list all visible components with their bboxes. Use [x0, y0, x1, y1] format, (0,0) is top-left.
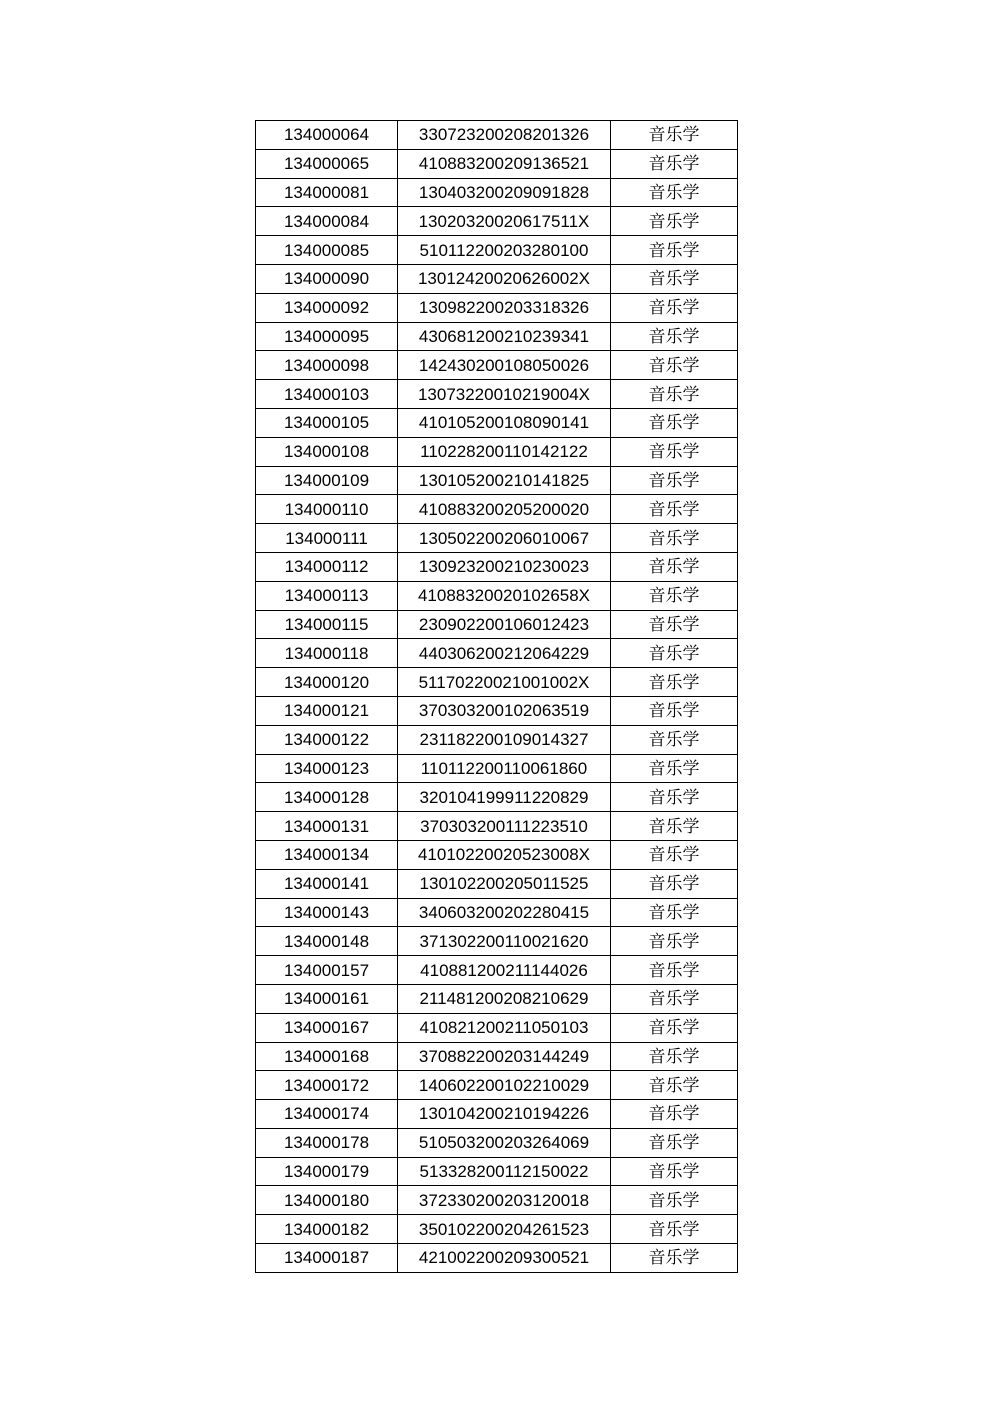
exam-number-cell: 134000172 — [256, 1071, 398, 1100]
major-cell: 音乐学 — [611, 840, 738, 869]
exam-number-cell: 134000121 — [256, 696, 398, 725]
exam-number-cell: 134000092 — [256, 293, 398, 322]
major-cell: 音乐学 — [611, 408, 738, 437]
major-cell: 音乐学 — [611, 812, 738, 841]
exam-number-cell: 134000113 — [256, 581, 398, 610]
table-row — [256, 725, 738, 754]
exam-number-cell: 134000167 — [256, 1013, 398, 1042]
major-cell: 音乐学 — [611, 869, 738, 898]
id-number-cell: 13073220010219004X — [398, 380, 611, 409]
table-row — [256, 293, 738, 322]
id-number-cell: 41088320020102658X — [398, 581, 611, 610]
table-row — [256, 1215, 738, 1244]
id-number-cell: 51170220021001002X — [398, 668, 611, 697]
table-row — [256, 408, 738, 437]
table-row — [256, 927, 738, 956]
table-row — [256, 322, 738, 351]
table-row — [256, 552, 738, 581]
id-number-cell: 140602200102210029 — [398, 1071, 611, 1100]
exam-number-cell: 134000168 — [256, 1042, 398, 1071]
exam-number-cell: 134000085 — [256, 236, 398, 265]
major-cell: 音乐学 — [611, 754, 738, 783]
exam-number-cell: 134000134 — [256, 840, 398, 869]
table-row — [256, 1157, 738, 1186]
id-number-cell: 130923200210230023 — [398, 552, 611, 581]
id-number-cell: 231182200109014327 — [398, 725, 611, 754]
major-cell: 音乐学 — [611, 207, 738, 236]
table-row — [256, 437, 738, 466]
table-row — [256, 581, 738, 610]
table-row — [256, 236, 738, 265]
table-row — [256, 121, 738, 150]
major-cell: 音乐学 — [611, 121, 738, 150]
major-cell: 音乐学 — [611, 322, 738, 351]
exam-number-cell: 134000118 — [256, 639, 398, 668]
exam-number-cell: 134000123 — [256, 754, 398, 783]
exam-number-cell: 134000128 — [256, 783, 398, 812]
major-cell: 音乐学 — [611, 524, 738, 553]
table-row — [256, 466, 738, 495]
table-row — [256, 207, 738, 236]
id-number-cell: 421002200209300521 — [398, 1244, 611, 1273]
major-cell: 音乐学 — [611, 1100, 738, 1129]
id-number-cell: 350102200204261523 — [398, 1215, 611, 1244]
major-cell: 音乐学 — [611, 495, 738, 524]
exam-number-cell: 134000111 — [256, 524, 398, 553]
table-row — [256, 668, 738, 697]
exam-number-cell: 134000064 — [256, 121, 398, 150]
major-cell: 音乐学 — [611, 668, 738, 697]
exam-number-cell: 134000095 — [256, 322, 398, 351]
exam-number-cell: 134000182 — [256, 1215, 398, 1244]
major-cell: 音乐学 — [611, 1128, 738, 1157]
id-number-cell: 410105200108090141 — [398, 408, 611, 437]
exam-number-cell: 134000115 — [256, 610, 398, 639]
id-number-cell: 410883200209136521 — [398, 149, 611, 178]
exam-number-cell: 134000105 — [256, 408, 398, 437]
exam-number-cell: 134000090 — [256, 264, 398, 293]
id-number-cell: 340603200202280415 — [398, 898, 611, 927]
id-number-cell: 370303200111223510 — [398, 812, 611, 841]
table-row — [256, 956, 738, 985]
exam-number-cell: 134000109 — [256, 466, 398, 495]
id-number-cell: 130403200209091828 — [398, 178, 611, 207]
major-cell: 音乐学 — [611, 581, 738, 610]
id-number-cell: 130104200210194226 — [398, 1100, 611, 1129]
exam-number-cell: 134000143 — [256, 898, 398, 927]
major-cell: 音乐学 — [611, 149, 738, 178]
id-number-cell: 130982200203318326 — [398, 293, 611, 322]
exam-number-cell: 134000081 — [256, 178, 398, 207]
roster-table — [255, 120, 738, 1273]
id-number-cell: 440306200212064229 — [398, 639, 611, 668]
table-row — [256, 1244, 738, 1273]
exam-number-cell: 134000178 — [256, 1128, 398, 1157]
id-number-cell: 110112200110061860 — [398, 754, 611, 783]
table-row — [256, 1071, 738, 1100]
table-row — [256, 610, 738, 639]
id-number-cell: 410821200211050103 — [398, 1013, 611, 1042]
major-cell: 音乐学 — [611, 178, 738, 207]
major-cell: 音乐学 — [611, 1186, 738, 1215]
table-row — [256, 380, 738, 409]
id-number-cell: 371302200110021620 — [398, 927, 611, 956]
table-row — [256, 1042, 738, 1071]
major-cell: 音乐学 — [611, 293, 738, 322]
id-number-cell: 370882200203144249 — [398, 1042, 611, 1071]
exam-number-cell: 134000108 — [256, 437, 398, 466]
id-number-cell: 13020320020617511X — [398, 207, 611, 236]
table-row — [256, 264, 738, 293]
table-row — [256, 524, 738, 553]
table-row — [256, 639, 738, 668]
id-number-cell: 513328200112150022 — [398, 1157, 611, 1186]
exam-number-cell: 134000148 — [256, 927, 398, 956]
id-number-cell: 330723200208201326 — [398, 121, 611, 150]
exam-number-cell: 134000157 — [256, 956, 398, 985]
exam-number-cell: 134000141 — [256, 869, 398, 898]
table-row — [256, 351, 738, 380]
major-cell: 音乐学 — [611, 696, 738, 725]
table-row — [256, 1186, 738, 1215]
major-cell: 音乐学 — [611, 610, 738, 639]
table-row — [256, 1100, 738, 1129]
major-cell: 音乐学 — [611, 437, 738, 466]
id-number-cell: 110228200110142122 — [398, 437, 611, 466]
major-cell: 音乐学 — [611, 552, 738, 581]
major-cell: 音乐学 — [611, 351, 738, 380]
table-row — [256, 696, 738, 725]
exam-number-cell: 134000174 — [256, 1100, 398, 1129]
major-cell: 音乐学 — [611, 264, 738, 293]
major-cell: 音乐学 — [611, 1157, 738, 1186]
major-cell: 音乐学 — [611, 783, 738, 812]
major-cell: 音乐学 — [611, 639, 738, 668]
exam-number-cell: 134000103 — [256, 380, 398, 409]
table-row — [256, 812, 738, 841]
id-number-cell: 130105200210141825 — [398, 466, 611, 495]
exam-number-cell: 134000161 — [256, 984, 398, 1013]
major-cell: 音乐学 — [611, 927, 738, 956]
id-number-cell: 410883200205200020 — [398, 495, 611, 524]
table-row — [256, 178, 738, 207]
table-row — [256, 1013, 738, 1042]
exam-number-cell: 134000187 — [256, 1244, 398, 1273]
major-cell: 音乐学 — [611, 236, 738, 265]
id-number-cell: 320104199911220829 — [398, 783, 611, 812]
exam-number-cell: 134000112 — [256, 552, 398, 581]
exam-number-cell: 134000122 — [256, 725, 398, 754]
table-row — [256, 754, 738, 783]
table-row — [256, 898, 738, 927]
major-cell: 音乐学 — [611, 956, 738, 985]
major-cell: 音乐学 — [611, 1215, 738, 1244]
table-row — [256, 984, 738, 1013]
id-number-cell: 211481200208210629 — [398, 984, 611, 1013]
id-number-cell: 372330200203120018 — [398, 1186, 611, 1215]
exam-number-cell: 134000131 — [256, 812, 398, 841]
id-number-cell: 510503200203264069 — [398, 1128, 611, 1157]
exam-number-cell: 134000180 — [256, 1186, 398, 1215]
id-number-cell: 370303200102063519 — [398, 696, 611, 725]
table-row — [256, 783, 738, 812]
major-cell: 音乐学 — [611, 1244, 738, 1273]
id-number-cell: 430681200210239341 — [398, 322, 611, 351]
table-row — [256, 1128, 738, 1157]
major-cell: 音乐学 — [611, 380, 738, 409]
id-number-cell: 410881200211144026 — [398, 956, 611, 985]
id-number-cell: 230902200106012423 — [398, 610, 611, 639]
id-number-cell: 130102200205011525 — [398, 869, 611, 898]
table-row — [256, 149, 738, 178]
table-row — [256, 495, 738, 524]
major-cell: 音乐学 — [611, 1071, 738, 1100]
major-cell: 音乐学 — [611, 725, 738, 754]
id-number-cell: 510112200203280100 — [398, 236, 611, 265]
major-cell: 音乐学 — [611, 898, 738, 927]
exam-number-cell: 134000065 — [256, 149, 398, 178]
major-cell: 音乐学 — [611, 466, 738, 495]
id-number-cell: 130502200206010067 — [398, 524, 611, 553]
table-row — [256, 840, 738, 869]
major-cell: 音乐学 — [611, 1013, 738, 1042]
table-row — [256, 869, 738, 898]
id-number-cell: 142430200108050026 — [398, 351, 611, 380]
exam-number-cell: 134000120 — [256, 668, 398, 697]
major-cell: 音乐学 — [611, 1042, 738, 1071]
roster-table-body — [256, 121, 738, 1273]
exam-number-cell: 134000084 — [256, 207, 398, 236]
exam-number-cell: 134000098 — [256, 351, 398, 380]
exam-number-cell: 134000179 — [256, 1157, 398, 1186]
major-cell: 音乐学 — [611, 984, 738, 1013]
id-number-cell: 13012420020626002X — [398, 264, 611, 293]
exam-number-cell: 134000110 — [256, 495, 398, 524]
id-number-cell: 41010220020523008X — [398, 840, 611, 869]
